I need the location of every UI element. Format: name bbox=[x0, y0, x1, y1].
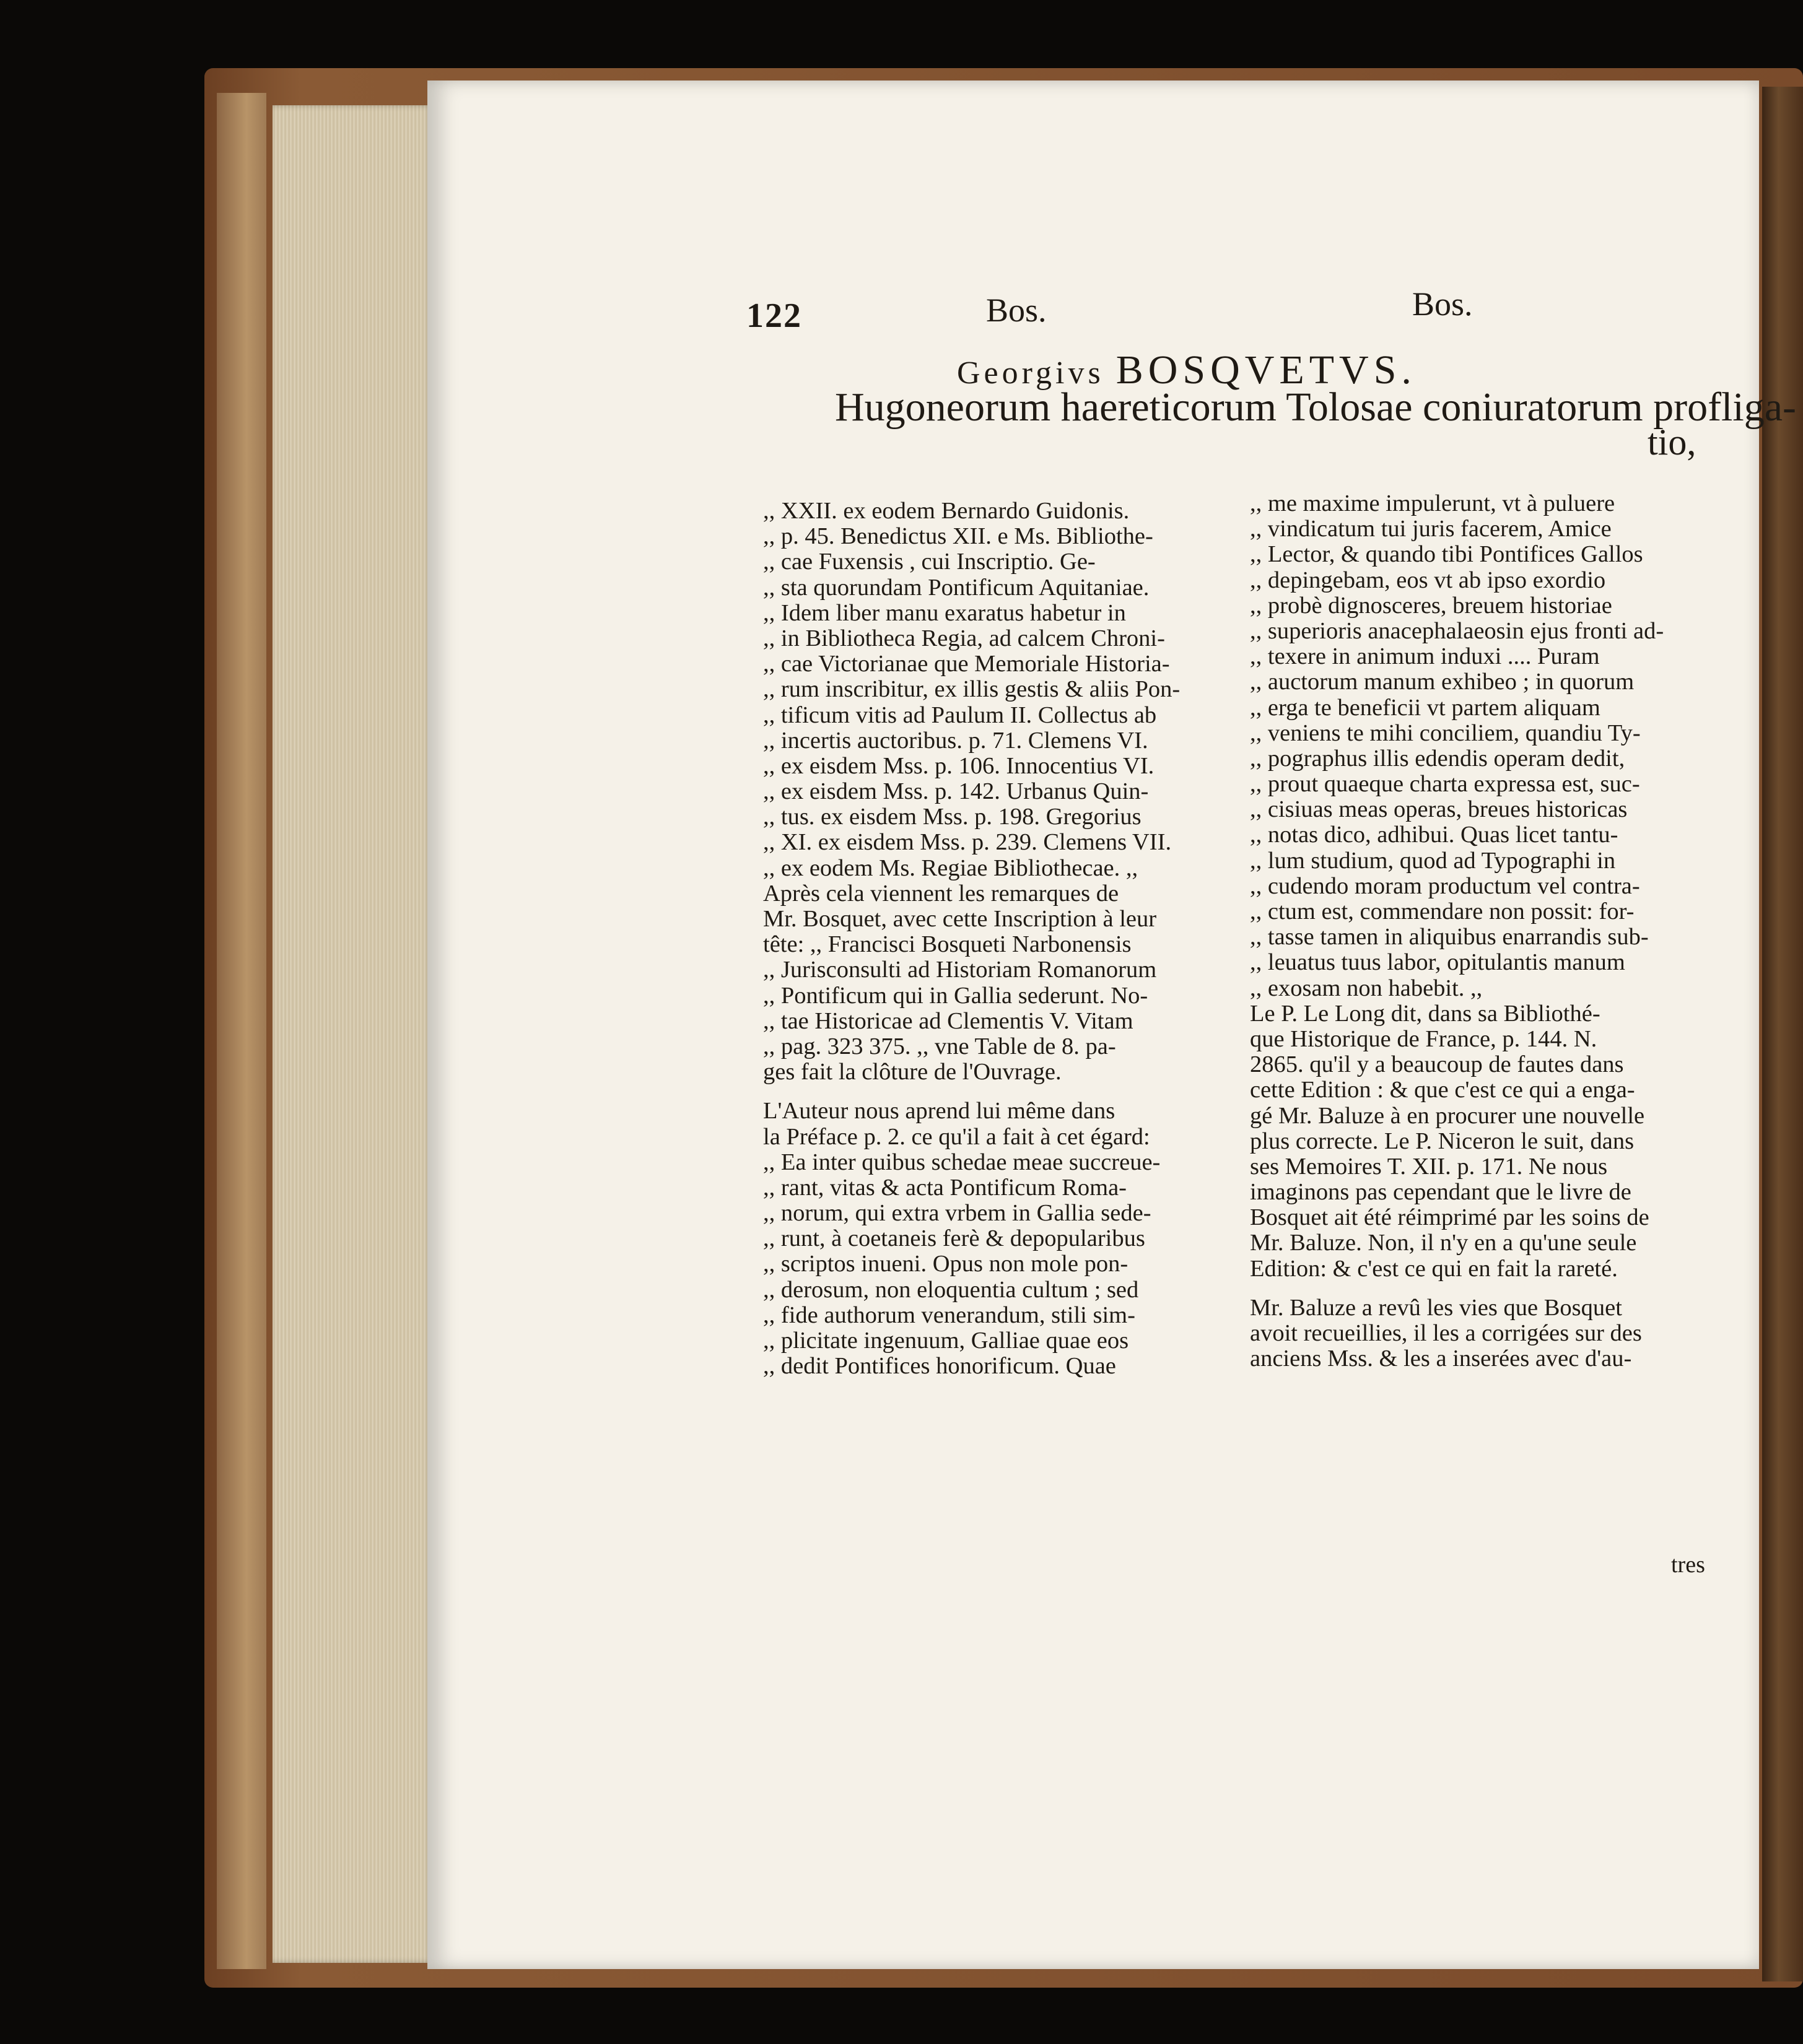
text-line: Edition: & c'est ce qui en fait la rareté. bbox=[1250, 1255, 1618, 1282]
text-line: ,, cisiuas meas operas, breues historicas bbox=[1250, 796, 1628, 823]
page-number: 122 bbox=[746, 297, 802, 335]
text-line: ,, prout quaeque charta expressa est, suc- bbox=[1250, 771, 1640, 798]
text-line: gé Mr. Baluze à en procurer une nouvelle bbox=[1250, 1102, 1645, 1129]
text-line: la Préface p. 2. ce qu'il a fait à cet égard: bbox=[763, 1123, 1150, 1150]
text-line: ,, tificum vitis ad Paulum II. Collectus ab bbox=[763, 702, 1157, 728]
entry-subtitle: Hugoneorum haereticorum Tolosae coniuratorum profliga- bbox=[835, 385, 1796, 430]
text-line: cette Edition : & que c'est ce qui a enga- bbox=[1250, 1077, 1635, 1103]
text-line: Le P. Le Long dit, dans sa Bibliothé- bbox=[1250, 1000, 1600, 1027]
entry-subtitle-continuation: tio, bbox=[1648, 422, 1696, 463]
text-line: ,, vindicatum tui juris facerem, Amice bbox=[1250, 516, 1612, 542]
text-line: anciens Mss. & les a inserées avec d'au- bbox=[1250, 1346, 1632, 1372]
text-line: ges fait la clôture de l'Ouvrage. bbox=[763, 1059, 1062, 1085]
right-text-column bbox=[1250, 491, 1708, 1372]
text-line: ,, XXII. ex eodem Bernardo Guidonis. bbox=[763, 498, 1130, 524]
text-line: ,, runt, à coetaneis ferè & depopularibus bbox=[763, 1225, 1145, 1252]
text-line: L'Auteur nous aprend lui même dans bbox=[763, 1098, 1115, 1124]
text-line: ,, rum inscribitur, ex illis gestis & aliis Pon- bbox=[763, 676, 1181, 703]
text-line: ,, in Bibliotheca Regia, ad calcem Chroni- bbox=[763, 625, 1165, 651]
text-line: ,, depingebam, eos vt ab ipso exordio bbox=[1250, 567, 1606, 593]
text-line: Après cela viennent les remarques de bbox=[763, 880, 1119, 907]
text-line: ,, probè dignosceres, breuem historiae bbox=[1250, 592, 1612, 619]
text-line: ,, tae Historicae ad Clementis V. Vitam bbox=[763, 1007, 1133, 1034]
entry-title-name: BOSQVETVS. bbox=[1115, 347, 1417, 393]
text-line: ,, lum studium, quod ad Typographi in bbox=[1250, 847, 1616, 874]
text-line: ,, Idem liber manu exaratus habetur in bbox=[763, 599, 1126, 626]
text-line: Bosquet ait été réimprimé par les soins de bbox=[1250, 1204, 1649, 1231]
book-spine-edge bbox=[217, 93, 266, 1969]
text-line: ,, cae Victorianae que Memoriale Historia- bbox=[763, 651, 1170, 677]
text-line: ,, cudendo moram productum vel contra- bbox=[1250, 872, 1640, 899]
text-line: Mr. Bosquet, avec cette Inscription à leur bbox=[763, 906, 1157, 932]
text-line: ,, me maxime impulerunt, vt à puluere bbox=[1250, 490, 1615, 516]
text-line: imaginons pas cependant que le livre de bbox=[1250, 1179, 1631, 1206]
text-line: ,, leuatus tuus labor, opitulantis manum bbox=[1250, 949, 1625, 976]
text-line: ,, texere in animum induxi .... Puram bbox=[1250, 643, 1600, 670]
text-line: ,, Ea inter quibus schedae meae succreue- bbox=[763, 1149, 1161, 1175]
text-line: Mr. Baluze a revû les vies que Bosquet bbox=[1250, 1294, 1622, 1321]
text-line: ,, Lector, & quando tibi Pontifices Gallos bbox=[1250, 541, 1643, 568]
left-text-column bbox=[763, 498, 1221, 1379]
text-line: ,, ctum est, commendare non possit: for- bbox=[1250, 898, 1635, 924]
text-line: ,, p. 45. Benedictus XII. e Ms. Bibliothe- bbox=[763, 523, 1153, 550]
paragraph-gap bbox=[763, 1085, 1221, 1098]
text-line: ,, derosum, non eloquentia cultum ; sed bbox=[763, 1276, 1139, 1303]
text-line: ,, Jurisconsulti ad Historiam Romanorum bbox=[763, 957, 1157, 983]
text-line: ses Memoires T. XII. p. 171. Ne nous bbox=[1250, 1153, 1608, 1180]
paragraph-gap bbox=[1250, 1282, 1708, 1295]
running-head-right: Bos. bbox=[1412, 285, 1473, 323]
text-line: ,, Pontificum qui in Gallia sederunt. No- bbox=[763, 982, 1148, 1009]
text-line: ,, fide authorum venerandum, stili sim- bbox=[763, 1302, 1135, 1328]
text-line: ,, veniens te mihi conciliem, quandiu Ty- bbox=[1250, 720, 1641, 746]
text-line: ,, sta quorundam Pontificum Aquitaniae. bbox=[763, 574, 1150, 601]
text-line: ,, dedit Pontifices honorificum. Quae bbox=[763, 1353, 1116, 1380]
page-edges bbox=[273, 105, 434, 1963]
text-line: ,, ex eodem Ms. Regiae Bibliothecae. ,, bbox=[763, 855, 1138, 881]
text-line: ,, cae Fuxensis , cui Inscriptio. Ge- bbox=[763, 549, 1096, 575]
text-line: ,, incertis auctoribus. p. 71. Clemens VI. bbox=[763, 727, 1148, 754]
running-head-left: Bos. bbox=[986, 292, 1047, 329]
text-line: avoit recueillies, il les a corrigées sur des bbox=[1250, 1320, 1642, 1346]
text-line: tête: ,, Francisci Bosqueti Narbonensis bbox=[763, 931, 1132, 958]
text-line: ,, tasse tamen in aliquibus enarrandis sub- bbox=[1250, 924, 1649, 950]
text-line: ,, tus. ex eisdem Mss. p. 198. Gregorius bbox=[763, 804, 1142, 830]
facing-page-edge bbox=[1762, 87, 1803, 1981]
text-line: ,, notas dico, adhibui. Quas licet tantu- bbox=[1250, 822, 1618, 848]
text-line: ,, rant, vitas & acta Pontificum Roma- bbox=[763, 1174, 1127, 1201]
text-line: ,, auctorum manum exhibeo ; in quorum bbox=[1250, 669, 1635, 695]
text-line: plus correcte. Le P. Niceron le suit, dans bbox=[1250, 1128, 1635, 1154]
text-line: ,, norum, qui extra vrbem in Gallia sede- bbox=[763, 1200, 1151, 1227]
text-line: Mr. Baluze. Non, il n'y en a qu'une seule bbox=[1250, 1230, 1637, 1256]
text-line: ,, pographus illis edendis operam dedit, bbox=[1250, 745, 1625, 772]
text-line: ,, ex eisdem Mss. p. 106. Innocentius VI. bbox=[763, 752, 1155, 779]
text-line: ,, exosam non habebit. ,, bbox=[1250, 975, 1483, 1001]
text-line: ,, pag. 323 375. ,, vne Table de 8. pa- bbox=[763, 1033, 1116, 1059]
text-line: ,, plicitate ingenuum, Galliae quae eos bbox=[763, 1328, 1129, 1354]
text-line: 2865. qu'il y a beaucoup de fautes dans bbox=[1250, 1051, 1624, 1078]
entry-title-prefix: Georgivs bbox=[957, 355, 1104, 391]
text-line: ,, scriptos inueni. Opus non mole pon- bbox=[763, 1251, 1129, 1277]
text-line: ,, erga te beneficii vt partem aliquam bbox=[1250, 694, 1600, 721]
catchword: tres bbox=[1671, 1552, 1705, 1578]
text-line: ,, superioris anacephalaeosin ejus fronti ad- bbox=[1250, 617, 1664, 644]
text-line: ,, ex eisdem Mss. p. 142. Urbanus Quin- bbox=[763, 778, 1149, 805]
text-line: ,, XI. ex eisdem Mss. p. 239. Clemens VII. bbox=[763, 829, 1172, 856]
text-line: que Historique de France, p. 144. N. bbox=[1250, 1025, 1597, 1052]
